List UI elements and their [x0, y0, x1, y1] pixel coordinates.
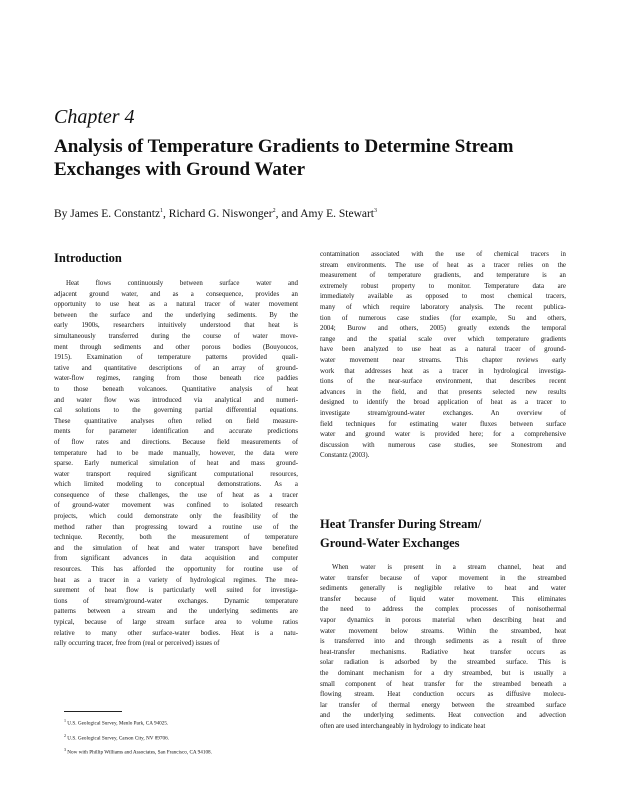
text-line: 1915). Examination of temperature patterns provided quali-: [54, 354, 298, 362]
text-line: cal solutions to the governing partial differential equations.: [54, 407, 298, 415]
text-line: range and the spatial scale over which temperature gradients: [320, 335, 566, 343]
text-line: tative and quantitative descriptions of an array of ground-: [54, 364, 298, 372]
text-line: stream environments. The use of heat as a tracer relies on the: [320, 261, 566, 269]
text-line: from significant advances in data acquisition and computer: [54, 555, 298, 563]
text-line: resources. This has afforded the opportunity for routine use of: [54, 566, 298, 574]
text-line: extremely robust property to monitor. Temperature data are: [320, 282, 566, 290]
text-line: and the simulation of heat and water transport have benefited: [54, 544, 298, 552]
right-column-text-top: [320, 250, 566, 462]
text-line: designed to identify the broad application of heat as a tracer to: [320, 399, 566, 407]
text-line: relative to many other surface-water bodies. Heat is a natu-: [54, 629, 298, 637]
text-line: sparse. Early numerical simulation of heat and mass ground-: [54, 460, 298, 468]
text-line: Constantz (2003).: [320, 452, 370, 460]
text-line: When water is present in a stream channel, heat and: [332, 564, 566, 571]
text-line: sediments generally is negligible relative to heat and water: [320, 585, 566, 593]
footnote-rule: [64, 711, 122, 712]
footnote-text: U.S. Geological Survey, Carson City, NV 89706.: [66, 735, 169, 742]
text-line: water movement below streams. Within the streambed, heat: [320, 627, 566, 635]
text-line: water-flow regimes, ranging from those beneath rice paddies: [54, 375, 298, 383]
right-column-text-bottom: [320, 563, 566, 733]
text-line: immediately available as opposed to most chemical tracers,: [320, 293, 566, 301]
author-separator: , and: [275, 208, 301, 220]
text-line: which limited modeling to conceptual demonstrations. As a: [54, 481, 298, 489]
author-separator: ,: [163, 208, 169, 220]
text-line: vapor dynamics in porous material when describing heat and: [320, 616, 566, 624]
text-line: solar radiation is adsorbed by the streambed surface. This is: [320, 659, 566, 667]
author-2: Richard G. Niswonger: [168, 208, 273, 220]
footnote-text: U.S. Geological Survey, Menlo Park, CA 94025.: [66, 720, 169, 727]
text-line: and the underlying sediments. Heat convection and advection: [320, 712, 566, 720]
section-heading-introduction: Introduction: [54, 251, 122, 265]
text-line: technique. Recently, both the measurement of temperature: [54, 534, 298, 542]
footnote-mark: 3: [64, 747, 66, 753]
text-line: of flow rates and directions. Because field measurements of: [54, 438, 298, 446]
text-line: often are used interchangeably in hydrology to indicate heat: [320, 722, 486, 730]
author-line: [54, 208, 377, 220]
text-line: opportunity to use heat as a natural tracer of water movement: [54, 301, 298, 309]
text-line: surement of heat flow is particularly well suited for investiga-: [54, 587, 298, 595]
heading-line: Heat Transfer During Stream/: [320, 517, 482, 531]
text-line: early 1900s, researchers intuitively understood that heat is: [54, 322, 298, 330]
text-line: flowing stream. Heat conduction occurs as diffusive molecu-: [320, 691, 566, 699]
text-line: small component of heat transfer for the streambed beneath a: [320, 680, 566, 688]
footnote: [64, 730, 212, 745]
text-line: water and ground water is provided here; for a comprehensive: [320, 431, 566, 439]
text-line: to those beneath volcanoes. Quantitative analysis of heat: [54, 385, 298, 393]
text-line: of ground-water movement was confined to isolated research: [54, 502, 298, 510]
text-line: lar transfer of thermal energy between the streambed surface: [320, 701, 566, 709]
author-3: Amy E. Stewart: [300, 208, 374, 220]
text-line: the dominant mechanism for a dry streambed, but is usually a: [320, 669, 566, 677]
text-line: contamination associated with the use of chemical tracers in: [320, 251, 566, 258]
author-2-mark: 2: [272, 208, 276, 215]
text-line: heat as a tracer in a variety of hydrological regimes. The mea-: [54, 576, 298, 584]
left-column-text: [54, 279, 298, 650]
footnotes: [64, 715, 212, 759]
text-line: tions of stream/ground-water exchanges. Dynamic temperature: [54, 597, 298, 605]
text-line: the need to address the complex processes of nonisothermal: [320, 606, 566, 614]
text-line: typical, because of large stream surface area to volume ratios: [54, 619, 298, 626]
author-1: James E. Constantz: [70, 208, 161, 220]
text-line: discussion with numerous case studies, see Stonestrom and: [320, 441, 566, 449]
text-line: method rather than progressing toward a routine use of the: [54, 523, 298, 531]
section-heading-heat-transfer: [320, 515, 570, 553]
text-line: investigate stream/ground-water exchanges. An overview of: [320, 409, 566, 417]
text-line: adjacent ground water, and as a consequence, provides an: [54, 290, 298, 298]
text-line: measurement of temperature gradients, and temperature is an: [320, 272, 566, 280]
text-line: These quantitative analyses often relied on field measure-: [54, 417, 298, 425]
text-line: between the surface and the underlying sediments. By the: [54, 311, 298, 319]
text-line: work that addresses heat as a tracer in hydrological investiga-: [320, 367, 566, 375]
text-line: transfer because of liquid water movement. This eliminates: [320, 595, 566, 603]
text-line: tion of numerous case studies (for example, Su and others,: [320, 314, 566, 322]
text-line: projects, which could demonstrate only the feasibility of the: [54, 513, 298, 521]
text-line: ment through sediments and other porous bodies (Bouyoucos,: [54, 343, 298, 351]
author-3-mark: 3: [374, 208, 377, 215]
text-line: consequence of these challenges, the use of heat as a tracer: [54, 491, 298, 499]
heading-line: Ground-Water Exchanges: [320, 536, 460, 550]
text-line: temperature had to be made manually, however, the data were: [54, 449, 298, 457]
footnote: [64, 715, 212, 730]
text-line: rally occurring tracer, free from (real or perceived) issues of: [54, 640, 220, 648]
chapter-title: Analysis of Temperature Gradients to Determine Stream Exchanges with Ground Water: [54, 136, 514, 180]
author-1-mark: 1: [160, 208, 164, 215]
footnote-text: Now with Phillip Williams and Associates, San Francisco, CA 94108.: [66, 750, 212, 757]
chapter-label: Chapter 4: [54, 106, 135, 128]
text-line: patterns between a stream and the underlying sediments are: [54, 608, 298, 616]
text-line: have been analyzed to use heat as a natural tracer of ground-: [320, 346, 566, 354]
footnote-mark: 2: [64, 732, 66, 738]
text-line: heat-transfer mechanisms. Radiative heat transfer occurs as: [320, 648, 566, 656]
text-line: and water flow was introduced via analytical and numeri-: [54, 396, 298, 404]
text-line: ments for parameter identification and accurate predictions: [54, 428, 298, 436]
text-line: is transferred into and through sediments as a result of three: [320, 638, 566, 646]
text-line: 2004; Burow and others, 2005) greatly extends the temporal: [320, 325, 566, 333]
text-line: water transfer because of vapor movement in the streambed: [320, 574, 566, 582]
text-line: water transport required significant computational resources,: [54, 470, 298, 478]
author-prefix: By: [54, 208, 71, 220]
text-line: many of which require laboratory analysis. The recent publica-: [320, 303, 566, 311]
text-line: water movement near streams. This chapter reviews early: [320, 356, 566, 364]
footnote: [64, 744, 212, 759]
text-line: tions of the near-surface environment, that describes recent: [320, 378, 566, 386]
text-line: field techniques for estimating water fluxes between surface: [320, 420, 566, 428]
text-line: Heat flows continuously between surface water and: [66, 280, 298, 287]
footnote-mark: 1: [64, 718, 66, 723]
text-line: simultaneously transferred during the course of water move-: [54, 332, 298, 340]
text-line: advances in the field, and that presents selected new results: [320, 388, 566, 396]
